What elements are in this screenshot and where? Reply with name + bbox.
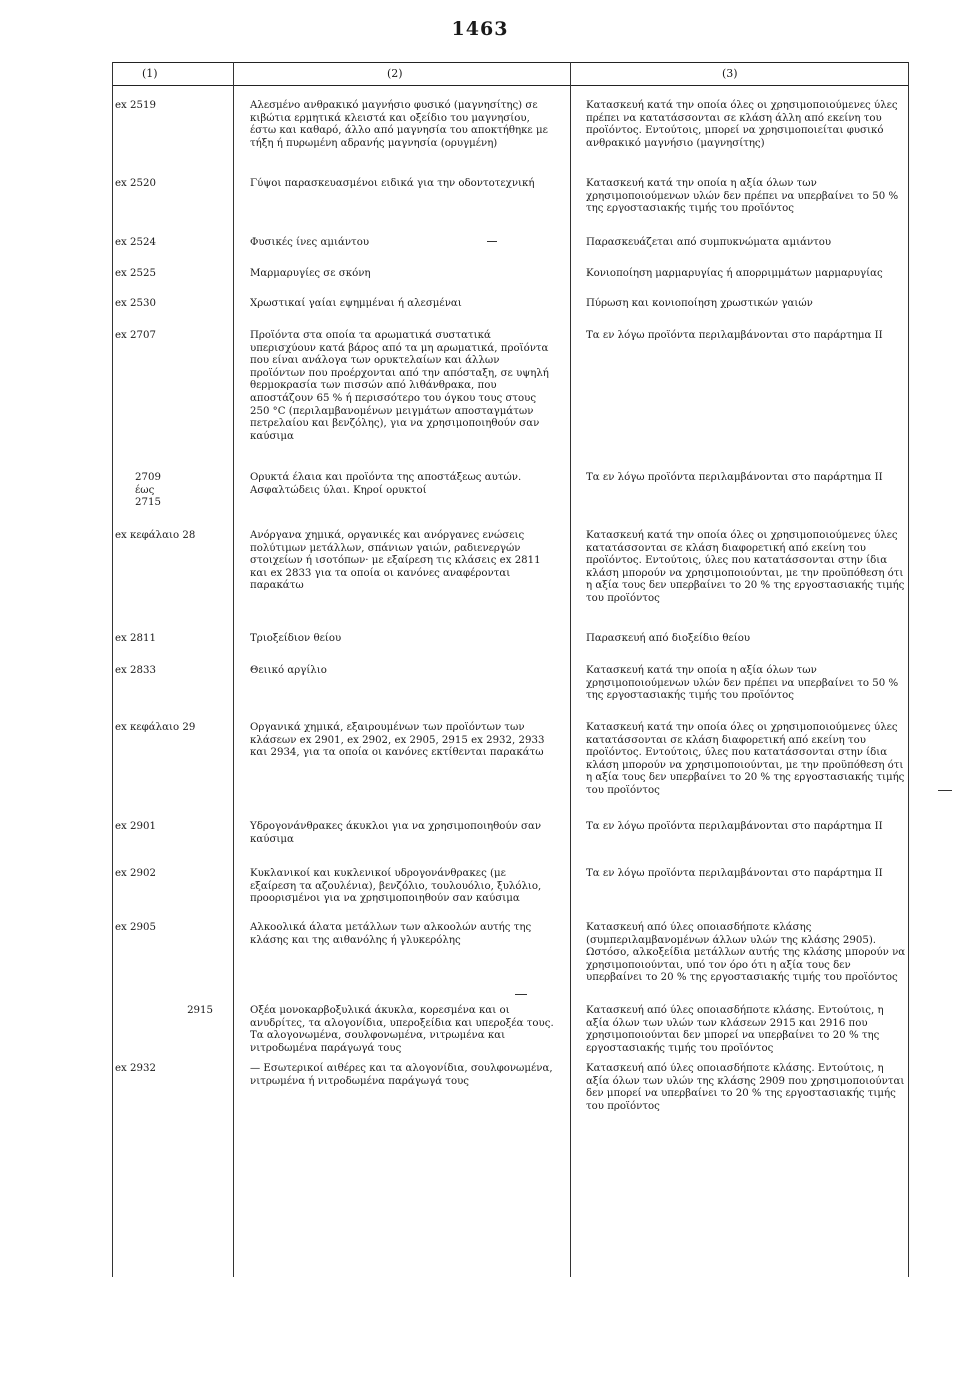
row-rule: Τα εν λόγω προϊόντα περιλαμβάνονται στο παράρτημα ΙΙ	[586, 821, 883, 832]
row-code: ex 2932	[115, 1063, 156, 1074]
row-description: Φυσικές ίνες αμιάντου	[250, 237, 370, 248]
row-code: ex 2833	[115, 665, 156, 676]
row-rule: Τα εν λόγω προϊόντα περιλαμβάνονται στο παράρτημα ΙΙ	[586, 330, 883, 341]
row-description: Αλκοολικά άλατα μετάλλων των αλκοολών αυτής της κλάσης και της αιθανόλης ή γλυκερόλης	[250, 922, 532, 946]
page-number: 1463	[451, 18, 509, 40]
row-rule: Κατασκευή κατά την οποία όλες οι χρησιμοποιούμενες ύλες πρέπει να κατατάσσονται σε κλάση άλλη από εκείνη του προϊόντος. Εντούτοις, μπορεί να χρησιμοποιείται φυσικό ανθρακικό μαγνήσιο (μαγνησίτης)	[586, 100, 898, 149]
column-divider-1	[233, 62, 234, 1277]
row-description: Οργανικά χημικά, εξαιρουμένων των προϊόντων των κλάσεων ex 2901, ex 2902, ex 2905, 2915 ex 2932, 2933 και 2934, για τα οποία οι κανόνες εκτίθενται παρακάτω	[250, 722, 545, 759]
row-rule: Κατασκευή κατά την οποία όλες οι χρησιμοποιούμενες ύλες κατατάσσονται σε κλάση διαφορετική από εκείνη του προϊόντος. Εντούτοις, ύλες που κατατάσσονται στην ίδια κλάση μπορούν να χρησιμοποιούνται, με την προϋπόθεση ότι η αξία τους δεν υπερβαίνει το 20 % της εργοστασιακής τιμής του προϊόντος	[586, 722, 905, 796]
row-code: ex 2905	[115, 922, 156, 933]
row-code: ex 2707	[115, 330, 156, 341]
row-rule: Παρασκευή από διοξείδιο θείου	[586, 633, 751, 644]
row-rule: Κατασκευή κατά την οποία η αξία όλων των χρησιμοποιούμενων υλών δεν πρέπει να υπερβαίνει το 50 % της εργοστασιακής τιμής του προϊόντος	[586, 665, 899, 702]
row-rule: Παρασκευάζεται από συμπυκνώματα αμιάντου	[586, 237, 832, 248]
row-code: ex 2520	[115, 178, 156, 189]
row-code: ex 2524	[115, 237, 156, 248]
row-description: — Εσωτερικοί αιθέρες και τα αλογονίδια, σουλφονωμένα, νιτρωμένα ή νιτροδωμένα παράγωγά τους	[250, 1063, 553, 1087]
row-code: ex 2901	[115, 821, 156, 832]
margin-mark	[938, 790, 952, 791]
row-code: ex 2519	[115, 100, 156, 111]
row-rule: Κατασκευή κατά την οποία όλες οι χρησιμοποιούμενες ύλες κατατάσσονται σε κλάση διαφορετική από εκείνη του προϊόντος. Εντούτοις, ύλες που κατατάσσονται στην ίδια κλάση μπορούν να χρησιμοποιούνται, με την προϋπόθεση ότι η αξία τους δεν υπερβαίνει το 20 % της εργοστασιακής τιμής του προϊόντος	[586, 530, 905, 604]
row-rule: Κατασκευή από ύλες οποιασδήποτε κλάσης (συμπεριλαμβανομένων άλλων υλών της κλάσης 2905). Ωστόσο, αλκοξείδια μετάλλων αυτής της κλάσης μπορούν να χρησιμοποιούνται, υπό τον όρο ότι η αξία τους δεν υπερβαίνει το 20 % της εργοστασιακής τιμής του προϊόντος	[586, 922, 906, 984]
row-rule: Τα εν λόγω προϊόντα περιλαμβάνονται στο παράρτημα ΙΙ	[586, 472, 883, 483]
column-divider-2	[570, 62, 571, 1277]
row-rule: Κονιοποίηση μαρμαρυγίας ή απορριμμάτων μαρμαρυγίας	[586, 268, 883, 279]
row-description: Θειικό αργίλιο	[250, 665, 327, 676]
column-header-row	[112, 62, 908, 86]
row-description: Ορυκτά έλαια και προϊόντα της αποστάξεως αυτών. Ασφαλτώδεις ύλαι. Κηροί ορυκτοί	[250, 472, 522, 496]
row-description: Υδρογονάνθρακες άκυκλοι για να χρησιμοποιηθούν σαν καύσιμα	[250, 821, 542, 845]
table-border-right	[908, 62, 909, 1277]
row-rule: Κατασκευή από ύλες οποιασδήποτε κλάσης. Εντούτοις, η αξία όλων των υλών της κλάσης 2909 που χρησιμοποιούνται δεν μπορεί να υπερβαίνει το 20 % της εργοστασιακής τιμής του προϊόντος	[586, 1063, 905, 1112]
row-code: ex 2530	[115, 298, 156, 309]
row-code: ex κεφάλαιο 28	[115, 530, 196, 541]
column-header-1: (1)	[142, 67, 158, 80]
row-code: ex 2525	[115, 268, 156, 279]
row-code: ex 2811	[115, 633, 156, 644]
row-rule: Κατασκευή από ύλες οποιασδήποτε κλάσης. Εντούτοις, η αξία όλων των υλών των κλάσεων 2915 και 2916 που χρησιμοποιούνται δεν μπορεί να υπερβαίνει το 20 % της εργοστασιακής τιμής του προϊόντος	[586, 1005, 884, 1054]
table-border-left	[112, 62, 113, 1277]
row-description: Χρωστικαί γαίαι εψημμέναι ή αλεσμέναι	[250, 298, 462, 309]
row-rule: Κατασκευή κατά την οποία η αξία όλων των χρησιμοποιούμενων υλών δεν πρέπει να υπερβαίνει το 50 % της εργοστασιακής τιμής του προϊόντος	[586, 178, 899, 215]
row-description: Οξέα μονοκαρβοξυλικά άκυκλα, κορεσμένα και οι ανυδρίτες, τα αλογονίδια, υπεροξείδια και υπεροξέα τους. Τα αλογονωμένα, σουλφονωμένα, νιτρωμένα και νιτροδωμένα παράγωγά τους	[250, 1005, 554, 1054]
row-rule: Τα εν λόγω προϊόντα περιλαμβάνονται στο παράρτημα ΙΙ	[586, 868, 883, 879]
row-rule: Πύρωση και κονιοποίηση χρωστικών γαιών	[586, 298, 813, 309]
row-description: Ανόργανα χημικά, οργανικές και ανόργανες ενώσεις πολύτιμων μετάλλων, σπάνιων γαιών, ραδιενεργών στοιχείων ή ισοτόπων· με εξαίρεση τις κλάσεις ex 2811 και ex 2833 για τα οποία οι κανόνες αναφέρονται παρακάτω	[250, 530, 541, 592]
row-code: ex 2902	[115, 868, 156, 879]
margin-mark	[487, 241, 497, 242]
column-header-3: (3)	[722, 67, 738, 80]
row-description: Γύψοι παρασκευασμένοι ειδικά για την οδοντοτεχνική	[250, 178, 535, 189]
row-description: Προϊόντα στα οποία τα αρωματικά συστατικά υπερισχύουν κατά βάρος από τα μη αρωματικά, προϊόντα που είναι ανάλογα των ορυκτελαίων και άλλων προϊόντων που προέρχονται από την απόσταξη, σε υψηλή θερμοκρασία των πισσών από λιθάνθρακα, που αποστάζουν 65 % ή περισσότερο του όγκου τους στους 250 °C (περιλαμβανομένων μειγμάτων αποσταγμάτων πετρελαίου και βενζόλης), για να χρησιμοποιηθούν σαν καύσιμα	[250, 330, 549, 442]
column-header-2: (2)	[387, 67, 403, 80]
margin-mark	[515, 994, 527, 995]
row-code: 2709 έως 2715	[135, 472, 161, 509]
row-description: Κυκλανικοί και κυκλενικοί υδρογονάνθρακες (με εξαίρεση τα αζουλένια), βενζόλιο, τουλουόλιο, ξυλόλιο, προορισμένοι για να χρησιμοποιηθούν σαν καύσιμα	[250, 868, 542, 905]
row-description: Μαρμαρυγίες σε σκόνη	[250, 268, 371, 279]
row-code: ex κεφάλαιο 29	[115, 722, 196, 733]
row-code: 2915	[187, 1005, 213, 1016]
row-description: Αλεσμένο ανθρακικό μαγνήσιο φυσικό (μαγνησίτης) σε κιβώτια ερμητικά κλειστά και οξείδιο του μαγνησίου, έστω και καθαρό, άλλο από μαγνησία του αποκτήθηκε με τήξη ή πυρωμένη αδρανής μαγνησία (ορυγμένη)	[250, 100, 548, 149]
row-description: Τριοξείδιον θείου	[250, 633, 342, 644]
